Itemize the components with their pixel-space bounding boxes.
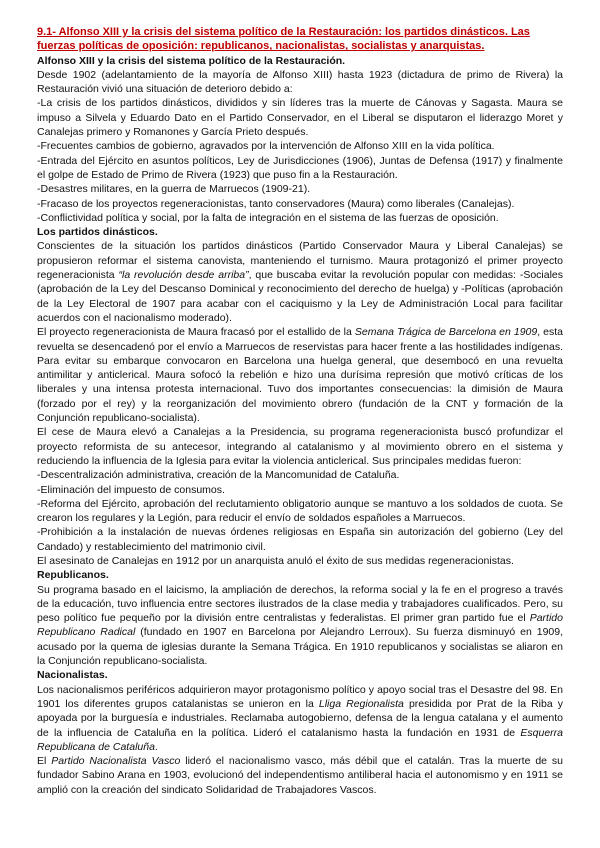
list-item: -Entrada del Ejército en asuntos políticos, Ley de Jurisdicciones (1906), Juntas de Defensa (1917) y finalmente el golpe de Estado de Primo de Rivera (1923) que puso fin a la Restauración. — [37, 154, 563, 181]
italic-run: Partido Republicano Radical — [37, 612, 563, 639]
text-run: Conscientes de la situación los partidos dinásticos (Partido Conservador Maura y Liberal Canalejas) se propusieron reformar el sistema canovista, manteniendo el turnismo. Maura protagonizó el primer proyecto regeneracionista — [37, 240, 563, 282]
paragraph: El asesinato de Canalejas en 1912 por un anarquista anuló el éxito de sus medidas regeneracionistas. — [37, 554, 514, 567]
paragraph — [37, 754, 563, 797]
text-run: , que buscaba evitar la revolución popular con medidas: -Sociales (aprobación de la Ley del Descanso Dominical y reconocimiento del derecho de huelga) y -Políticas (aprobación de la Ley Electoral de 1907 para acabar con el caciquismo y la Ley de Administración Local para facilitar acuerdos con el nacionalismo moderado). — [37, 269, 564, 324]
document-title: 9.1- Alfonso XIII y la crisis del sistema político de la Restauración: los partidos dinásticos. Las fuerzas políticas de oposición: republicanos, nacionalistas, socialistas y anarquistas. — [37, 26, 530, 53]
paragraph — [37, 583, 563, 669]
list-item: -Fracaso de los proyectos regeneracionistas, tanto conservadores (Maura) como liberales (Canalejas). — [37, 197, 515, 210]
paragraph — [37, 325, 563, 425]
text-run: (fundado en 1907 en Barcelona por Alejandro Lerroux). Su fuerza disminuyó en 1909, acusado por la quema de iglesias durante la Semana Trágica. En 1910 republicanos y socialistas se aliaron en la Conjunción republicano-socialista. — [37, 626, 564, 668]
text-run: , esta revuelta se desencadenó por el envío a Marruecos de reservistas para hacer frente a las hostilidades indígenas. Para evitar su embarque convocaron en Barcelona una huelga general, que desembocó en una revuelta antimilitar y anticlerical. Maura sofocó la rebelión e hizo una durísima represión que motivó críticas de los liberales y una intensa protesta internacional. Tuvo dos importantes consecuencias: la dimisión de Maura (forzado por el rey) y la reorganización del movimiento obrero (fundación de la CNT y formación de la Conjunción republicano-socialista). — [37, 326, 563, 425]
list-item: -Conflictividad política y social, por la falta de integración en el sistema de las fuerzas de oposición. — [37, 211, 499, 224]
section-heading-republicanos: Republicanos. — [37, 569, 109, 582]
text-run: El proyecto regeneracionista de Maura fracasó por el estallido de la — [37, 326, 355, 339]
list-item: -Eliminación del impuesto de consumos. — [37, 483, 225, 496]
list-item: -Desastres militares, en la guerra de Marruecos (1909-21). — [37, 183, 311, 196]
text-run: El — [37, 755, 52, 768]
section-heading-dinasticos: Los partidos dinásticos. — [37, 226, 158, 239]
paragraph: Desde 1902 (adelantamiento de la mayoría de Alfonso XIII) hasta 1923 (dictadura de primo de Rivera) la Restauración vivió una situación de deterioro debido a: — [37, 68, 563, 96]
paragraph — [37, 683, 563, 754]
text-run: Los nacionalismos periféricos adquirieron mayor protagonismo político y apoyo social tras el Desastre del 98. En 1901 los diferentes grupos catalanistas se unieron en la — [37, 683, 563, 710]
list-item: -Frecuentes cambios de gobierno, agravados por la intervención de Alfonso XIII en la vida política. — [37, 140, 495, 153]
text-run: . — [154, 740, 158, 753]
italic-run: “la revolución desde arriba” — [118, 269, 249, 282]
list-item: -La crisis de los partidos dinásticos, divididos y sin líderes tras la muerte de Cánovas y Sagasta. Maura se impuso a Silvela y Eduardo Dato en el Partido Conservador, en el Liberal se disputaron el liderazgo Moret y Canalejas primero y Romanones y García Prieto después. — [37, 97, 563, 139]
text-run: presidida por Prat de la Riba y apoyada por la burguesía e industriales. Reclamaba autogobierno, defensa de la lengua catalana y el aumento de la influencia de Cataluña en la política. Lideró el catalanismo hasta la fundación en 1931 de — [37, 697, 563, 739]
italic-run: Partido Nacionalista Vasco — [51, 755, 181, 768]
text-run: Su programa basado en el laicismo, la ampliación de derechos, la reforma social y la fe en el progreso a través de la educación, tuvo influencia entre sectores ilustrados de la clase media y trabajadores cualificados. Pero, su peso político fue pequeño por la división entre centralistas y federalistas. El primer gran partido fue el — [37, 583, 563, 625]
italic-run: Lliga Regionalista — [318, 697, 404, 710]
list-item: -Prohibición a la instalación de nuevas órdenes religiosas en España sin autorización del gobierno (Ley del Candado) y restablecimiento del matrimonio civil. — [37, 526, 563, 553]
section-heading-nacionalistas: Nacionalistas. — [37, 669, 108, 682]
text-run: lideró el nacionalismo vasco, más débil que el catalán. Tras la muerte de su fundador Sabino Arana en 1903, evolucionó del independentismo antiliberal hacia el autonomismo y en 1911 se amplió con la creación del sindicato Solidaridad de Trabajadores Vascos. — [37, 755, 563, 796]
italic-run: Esquerra Republicana de Cataluña — [37, 726, 563, 753]
list-item: -Descentralización administrativa, creación de la Mancomunidad de Cataluña. — [37, 469, 400, 482]
paragraph — [37, 239, 563, 325]
section-heading-alfonso: Alfonso XIII y la crisis del sistema político de la Restauración. — [37, 54, 346, 67]
paragraph: El cese de Maura elevó a Canalejas a la Presidencia, su programa regeneracionista buscó profundizar el proyecto reformista de su antecesor, integrando al catalanismo y al movimiento obrero en el sistema y reduciendo la influencia de la Iglesia para evitar la violencia anticlerical. Sus principales medidas fueron: — [37, 426, 563, 467]
list-item: -Reforma del Ejército, aprobación del reclutamiento obligatorio aunque se mantuvo a los soldados de cuota. Se crearon los regulares y la Legión, para reducir el envío de soldados españoles a Marruecos. — [37, 497, 563, 525]
italic-run: Semana Trágica de Barcelona en 1909 — [354, 326, 538, 339]
